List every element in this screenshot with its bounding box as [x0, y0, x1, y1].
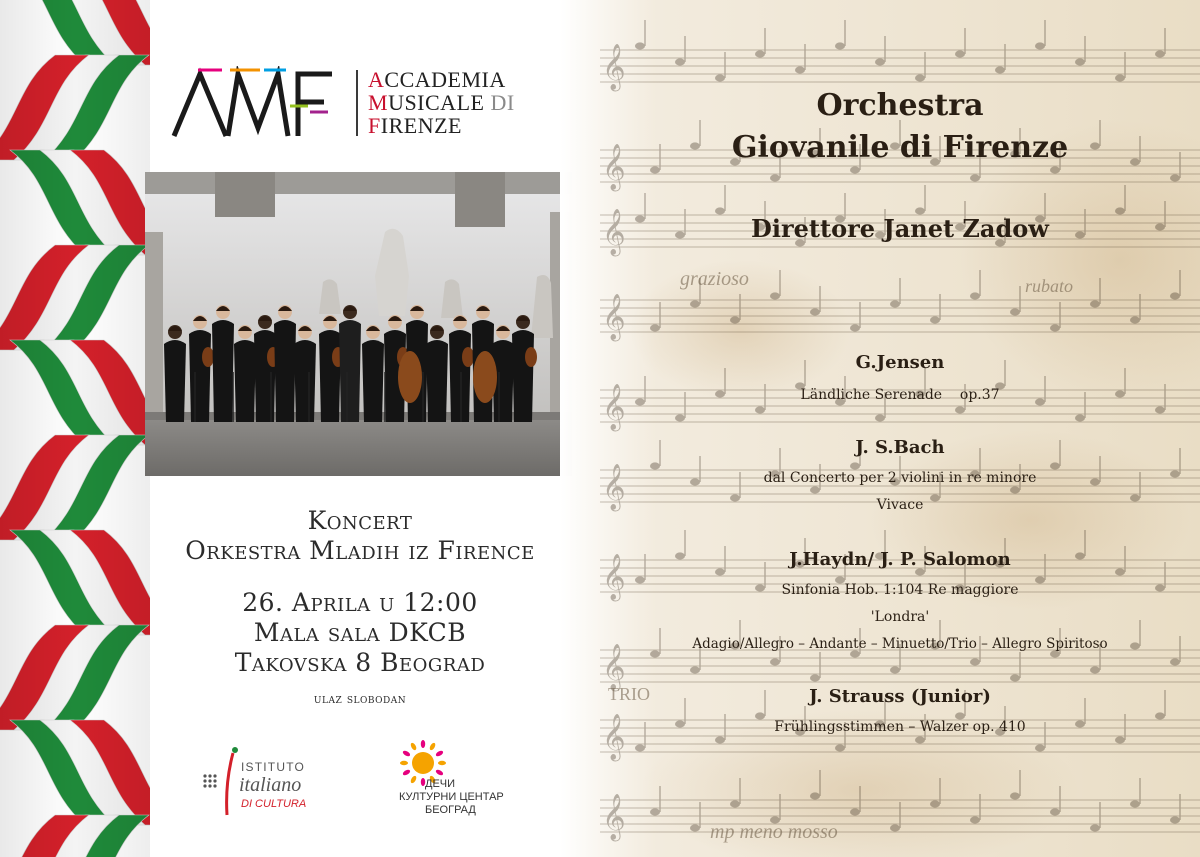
- concert-label: Koncert: [307, 506, 413, 535]
- piece-haydn-movements: Adagio/Allegro – Andante – Minuetto/Trio – Allegro Spiritoso: [692, 636, 1108, 652]
- dkc-beograd-logo: [395, 733, 535, 823]
- piece-bach-movement: Vivace: [876, 497, 924, 513]
- orchestra-name-serbian: Orkestra Mladih iz Firence: [185, 536, 535, 565]
- svg-text:𝄞: 𝄞: [602, 714, 626, 760]
- piece-haydn-nickname: 'Londra': [870, 609, 930, 625]
- score-marking-1: grazioso: [680, 268, 749, 290]
- conductor: Direttore Janet Zadow: [751, 214, 1049, 243]
- dkc-line-1: ДЕЧИ: [425, 778, 456, 790]
- composer-bach: J. S.Bach: [855, 437, 945, 458]
- dkc-line-2: КУЛТУРНИ ЦЕНТАР: [399, 791, 504, 803]
- svg-text:𝄞: 𝄞: [602, 294, 626, 340]
- amf-monogram-icon: [170, 66, 340, 138]
- score-marking-4: mp meno mosso: [710, 821, 838, 843]
- istituto-line-2: italiano: [239, 774, 302, 796]
- event-venue: Mala sala DKCB: [253, 618, 467, 647]
- piece-jensen: Ländliche Serenade op.37: [800, 387, 1000, 403]
- svg-text:𝄞: 𝄞: [602, 209, 626, 255]
- orchestra-photo: [145, 172, 572, 476]
- composer-jensen: G.Jensen: [855, 352, 945, 373]
- logo-cap-m: M: [368, 90, 389, 115]
- event-date: 26. Aprila u 12:00: [242, 588, 478, 617]
- composer-strauss: J. Strauss (Junior): [809, 686, 991, 707]
- svg-text:𝄞: 𝄞: [602, 44, 626, 90]
- composer-haydn: J.Haydn/ J. P. Salomon: [789, 549, 1011, 570]
- svg-text:𝄞: 𝄞: [602, 554, 626, 600]
- logo-line-2: USICALE: [388, 90, 485, 115]
- free-entry-note: ulaz slobodan: [313, 692, 407, 707]
- svg-text:𝄞: 𝄞: [602, 794, 626, 840]
- piece-strauss: Frühlingsstimmen – Walzer op. 410: [774, 719, 1026, 735]
- italian-flag-ribbon: [0, 0, 150, 857]
- accademia-musicale-logo: [170, 66, 550, 144]
- piece-bach-title: dal Concerto per 2 violini in re minore: [763, 470, 1037, 486]
- svg-text:𝄞: 𝄞: [602, 644, 626, 690]
- piece-haydn-title: Sinfonia Hob. 1:104 Re maggiore: [781, 582, 1019, 598]
- istituto-italiano-logo: [195, 745, 345, 820]
- logo-divider: [356, 70, 358, 136]
- logo-cap-f: F: [368, 113, 381, 138]
- event-info: [120, 506, 600, 707]
- score-marking-3: TRIO: [608, 684, 650, 704]
- logo-di: DI: [490, 90, 515, 115]
- logo-cap-a: A: [368, 67, 385, 92]
- svg-text:𝄞: 𝄞: [602, 144, 626, 190]
- svg-text:𝄞: 𝄞: [602, 464, 626, 510]
- dkc-line-3: БЕОГРАД: [425, 804, 476, 816]
- score-marking-2: rubato: [1025, 276, 1074, 296]
- event-address: Takovska 8 Beograd: [234, 648, 486, 677]
- concert-programme: [600, 0, 1200, 857]
- programme-title-line-1: Orchestra: [816, 88, 984, 123]
- svg-text:𝄞: 𝄞: [602, 384, 626, 430]
- istituto-line-1: ISTITUTO: [241, 760, 306, 774]
- logo-line-3: IRENZE: [380, 113, 462, 138]
- programme-title-line-2: Giovanile di Firenze: [731, 130, 1069, 165]
- logo-wordmark: [368, 68, 515, 137]
- istituto-line-3: DI CULTURA: [241, 798, 307, 810]
- logo-line-1: CCADEMIA: [384, 67, 506, 92]
